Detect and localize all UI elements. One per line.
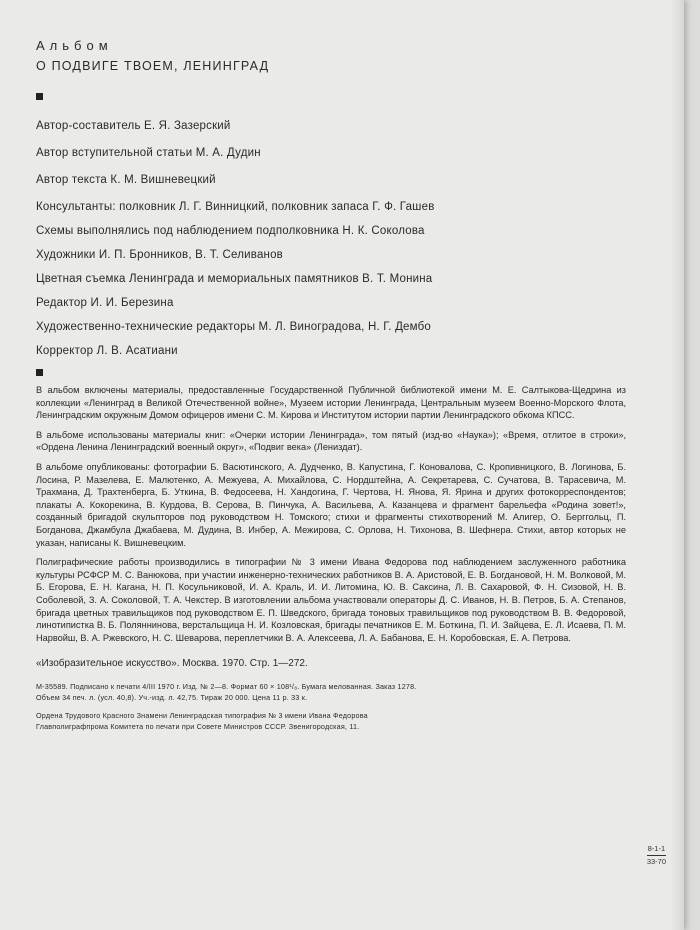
staff-editor: Редактор И. И. Березина [36,297,174,309]
square-bullet-icon [36,369,43,376]
author-compiler: Автор-составитель Е. Я. Зазерский [36,120,231,132]
body-paragraph-books: В альбоме использованы материалы книг: «Очерки истории Ленинграда», том пятый (изд-во «Наука»); «Время, отлитое в строки», «Ордена Ленина Ленинградский военный округ», «Подвиг века» (Лениздат). [36,429,626,453]
catalog-code [647,843,666,868]
imprint-line: Объем 34 печ. л. (усл. 40,8). Уч.-изд. л. 42,75. Тираж 20 000. Цена 11 р. 33 к. [36,693,308,703]
imprint-block [36,681,626,732]
staff-consultants: Консультанты: полковник Л. Г. Винницкий, полковник запаса Г. Ф. Гашев [36,201,435,213]
staff-proofreader: Корректор Л. В. Асатиани [36,345,178,357]
square-bullet-icon [36,93,43,100]
album-label: Альбом [36,38,113,53]
imprint-line: М-35589. Подписано к печати 4/III 1970 г. Изд. № 2—8. Формат 60 × 108¹/₈. Бумага мелованная. Заказ 1278. [36,682,417,692]
body-paragraph-printing: Полиграфические работы производились в типографии № 3 имени Ивана Федорова под наблюдением заслуженного работника культуры РСФСР М. С. Ванюкова, при участии инженерно-технических работников В. А. Аристовой, Е. В. Богдановой, Н. М. Волковой, М. Б. Егорова, Е. Н. Кагана, Н. П. Косульниковой, И. А. Краль, И. И. Литомина, Ю. В. Саксина, Л. В. Сахаровой, Ф. Н. Сизовой, Н. В. Соболевой, З. А. Соколовой, Т. А. Чекстер. В изготовлении альбома участвовали операторы Д. С. Иванов, Н. В. Петров, Б. А. Степанов, бригада цветных травильщиков под руководством Е. П. Шведского, бригада тоновых травильщиков под руководством В. В. Федоровой, линотипистка В. Б. Поляннинова, верстальщица Н. И. Козловская, бригады печатников Е. М. Боткина, П. И. Зайцева, Е. Л. Исаева, П. М. Нарвойш, В. А. Ржевского, Н. С. Шеварова, переплетчики В. А. Алексеева, Л. А. Бабанова, Е. Н. Коробовская, Е. А. Петрова. [36,557,626,643]
publisher-line: «Изобразительное искусство». Москва. 1970. Стр. 1—272. [36,658,308,670]
staff-block [36,201,626,357]
page-content [36,38,626,732]
staff-tech-editors: Художественно-технические редакторы М. Л. Виноградова, Н. Г. Дембо [36,321,432,333]
body-paragraph-published: В альбоме опубликованы: фотографии Б. Васютинского, А. Дудченко, В. Капустина, Г. Коновалова, С. Кропивницкого, В. Логинова, Б. Лосина, Р. Мазелева, Е. Малютенко, А. Межуева, А. Михайлова, С. Нордштейна, А. Секретарева, С. Сучатова, В. Тарасевича, М. Трахмана, Д. Трахтенберга, Б. Уткина, В. Федосеева, Н. Хандогина, Г. Чертова, Н. Янова, Я. Ярина и других фотокорреспондентов; плакаты А. Кокорекина, В. Курдова, В. Серова, В. Пинчука, А. Васильева, А. Казанцева и фрагмент барельефа «Родина зовет!», созданный бригадой скульпторов под руководством Н. Томского; стихи и фрагменты стихотворений М. Алигер, О. Берггольц, П. Богданова, Джамбула Джабаева, М. Дудина, В. Инбер, А. Межирова, С. Орлова, Н. Тихонова, В. Шефнера. Стихи, автор которых не указан, написаны К. Вишневецким. [36,461,626,548]
author-intro: Автор вступительной статьи М. А. Дудин [36,147,261,159]
catalog-code-top: 8-1-1 [647,844,666,853]
staff-photography: Цветная съемка Ленинграда и мемориальных памятников В. Т. Монина [36,273,433,285]
body-text [36,384,626,644]
body-paragraph-materials: В альбом включены материалы, предоставленные Государственной Публичной библиотекой имени М. Е. Салтыкова-Щедрина из коллекции «Ленинград в Великой Отечественной войне», Музеем истории Ленинграда, Центральным музеем Военно-Морского Флота, Ленинградским окружным Домом офицеров имени С. М. Кирова и Институтом истории партии Ленинградского обкома КПСС. [36,385,626,421]
imprint-line: Ордена Трудового Красного Знамени Ленинградская типография № 3 имени Ивана Федорова [36,711,368,721]
album-title: О ПОДВИГЕ ТВОЕМ, ЛЕНИНГРАД [36,59,270,73]
author-text: Автор текста К. М. Вишневецкий [36,174,216,186]
imprint-line: Главполиграфпрома Комитета по печати при Совете Министров СССР. Звенигородская, 11. [36,722,360,732]
catalog-code-bottom: 33-70 [646,857,666,866]
staff-schemes: Схемы выполнялись под наблюдением подполковника Н. К. Соколова [36,225,425,237]
authors-block [36,120,626,186]
staff-artists: Художники И. П. Бронников, В. Т. Селиванов [36,249,283,261]
